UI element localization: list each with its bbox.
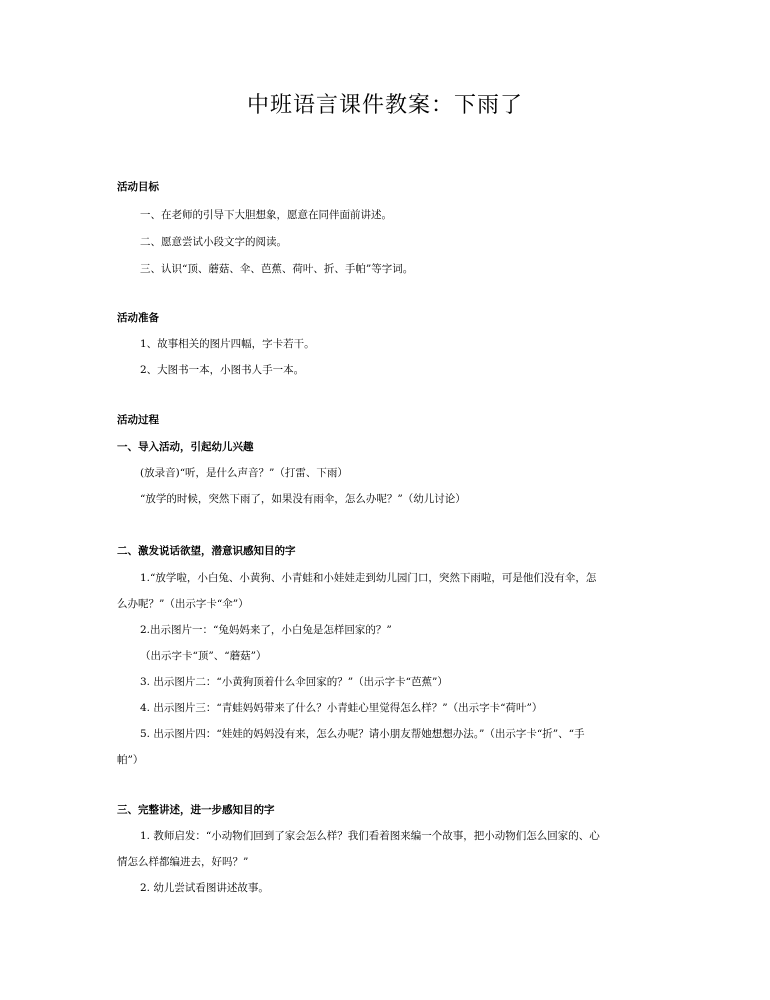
paragraph-line: 5. 出示图片四：“娃娃的妈妈没有来，怎么办呢？请小朋友帮她想想办法。”（出示字卡“折”、“手 <box>140 728 585 740</box>
document-title: 中班语言课件教案：下雨了 <box>246 93 523 118</box>
subsection-heading: 二、激发说话欲望，潜意识感知目的字 <box>117 545 296 557</box>
section-heading-process: 活动过程 <box>117 414 159 426</box>
paragraph-line: 么办呢？”（出示字卡“伞”） <box>117 598 249 610</box>
paragraph-line: (放录音)“听，是什么声音？”（打雷、下雨） <box>140 467 348 479</box>
section-heading-goals: 活动目标 <box>117 181 159 193</box>
goal-item: 二、愿意尝试小段文字的阅读。 <box>140 236 287 248</box>
subsection-heading: 三、完整讲述，进一步感知目的字 <box>117 804 275 816</box>
paragraph-line: 1.“放学啦，小白兔、小黄狗、小青蛙和小娃娃走到幼儿园门口，突然下雨啦，可是他们没有伞，怎 <box>140 572 597 584</box>
paragraph-line: 3. 出示图片二：“小黄狗顶着什么伞回家的？”（出示字卡“芭蕉”） <box>140 676 448 688</box>
goal-item: 三、认识“顶、蘑菇、伞、芭蕉、荷叶、折、手帕”等字词。 <box>140 263 414 275</box>
paragraph-line: 2. 幼儿尝试看图讲述故事。 <box>140 882 269 894</box>
paragraph-line: 4. 出示图片三：“青蛙妈妈带来了什么？小青蛙心里觉得怎么样？”（出示字卡“荷叶”） <box>140 702 543 714</box>
paragraph-line: “放学的时候，突然下雨了，如果没有雨伞，怎么办呢？”（幼儿讨论） <box>140 493 466 505</box>
paragraph-line: 情怎么样都编进去，好吗？” <box>117 856 249 868</box>
goal-item: 一、在老师的引导下大胆想象，愿意在同伴面前讲述。 <box>140 209 392 221</box>
paragraph-line: 1. 教师启发：“小动物们回到了家会怎么样？我们看着图来编一个故事，把小动物们怎么回家的、心 <box>140 830 600 842</box>
paragraph-line: （出示字卡“顶”、“蘑菇”） <box>140 650 267 662</box>
prep-item: 2、大图书一本，小图书人手一本。 <box>140 364 305 376</box>
prep-item: 1、故事相关的图片四幅，字卡若干。 <box>140 338 315 350</box>
subsection-heading: 一、导入活动，引起幼儿兴趣 <box>117 441 254 453</box>
section-heading-prep: 活动准备 <box>117 312 159 324</box>
paragraph-line: 帕”） <box>117 754 144 766</box>
paragraph-line: 2.出示图片一：“兔妈妈来了，小白兔是怎样回家的？” <box>140 624 392 636</box>
